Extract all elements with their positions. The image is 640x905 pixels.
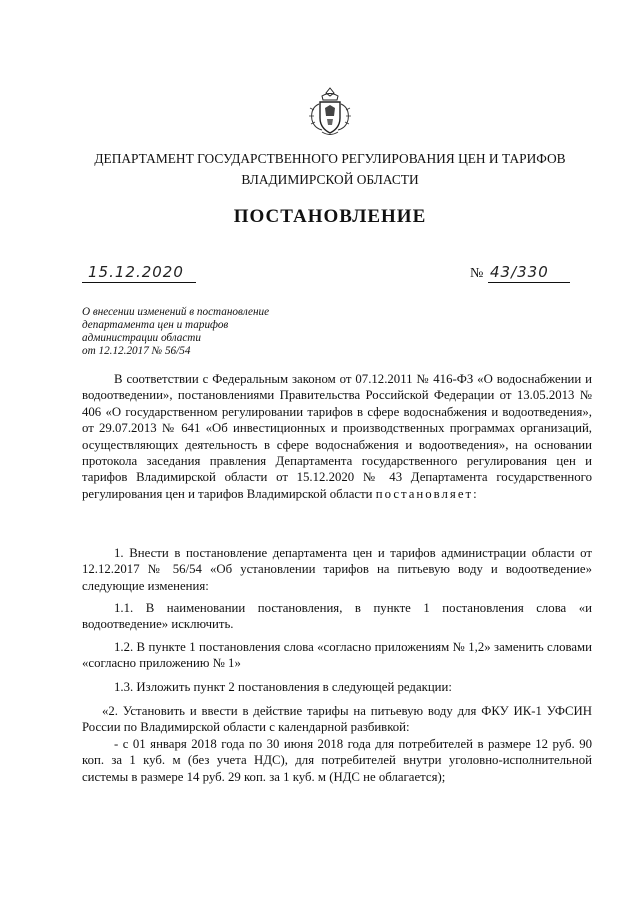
document-number-field bbox=[488, 262, 570, 283]
document-date: 15.12.2020 bbox=[88, 263, 184, 281]
item-1-text: 1. Внести в постановление департамента цен и тарифов администрации области от 12.12.2017 № 56/54 «Об установлении тарифов на питьевую воду и водоотведение» следующие изменения: bbox=[82, 546, 592, 593]
document-type-title: ПОСТАНОВЛЕНИЕ bbox=[233, 206, 427, 227]
document-number: 43/330 bbox=[490, 263, 549, 281]
department-name: ДЕПАРТАМЕНТ ГОСУДАРСТВЕННОГО РЕГУЛИРОВАНИЯ ЦЕН И ТАРИФОВ bbox=[94, 151, 566, 166]
resolves-word: постановляет: bbox=[375, 486, 479, 501]
subject-line: администрации области bbox=[82, 332, 201, 344]
item-1-3-text: 1.3. Изложить пункт 2 постановления в следующей редакции: bbox=[114, 680, 452, 694]
quoted-item-2-text: «2. Установить и ввести в действие тарифы на питьевую воду для ФКУ ИК-1 УФСИН России по Владимирской области с календарной разбивкой: bbox=[82, 704, 592, 735]
item-1-2-text: 1.2. В пункте 1 постановления слова «согласно приложениям № 1,2» заменить словами «согласно приложению № 1» bbox=[82, 640, 592, 671]
preamble-paragraph bbox=[82, 371, 592, 502]
item-1-1 bbox=[82, 600, 592, 633]
item-1 bbox=[82, 545, 592, 594]
item-1-3 bbox=[82, 679, 592, 695]
coat-of-arms-icon bbox=[306, 86, 354, 138]
document-subject bbox=[82, 306, 322, 358]
preamble-text: В соответствии с Федеральным законом от 07.12.2011 № 416-ФЗ «О водоснабжении и водоотведении», постановлениями Правительства Российской Федерации от 13.05.2013 № 406 «О государственном регулировании тарифов в сфере водоснабжения и водоотведения», от 29.07.2013 № 641 «Об инвестиционных и производственных программах организаций, осуществляющих деятельность в сфере водоснабжения и водоотведения», на основании протокола заседания правления Департамента государственного регулирования цен и тарифов Владимирской области от 15.12.2020 № 43 Департамента государственного регулирования цен и тарифов Владимирской области bbox=[82, 372, 592, 501]
subject-line: департамента цен и тарифов bbox=[82, 319, 229, 331]
department-region: ВЛАДИМИРСКОЙ ОБЛАСТИ bbox=[241, 172, 419, 187]
tariff-period-text: - с 01 января 2018 года по 30 июня 2018 года для потребителей в размере 12 руб. 90 коп. за 1 куб. м (без учета НДС), для потребителей внутри уголовно-исполнительной системы в размере 14 руб. 29 коп. за 1 куб. м (НДС не облагается); bbox=[82, 736, 592, 784]
document-date-field bbox=[82, 262, 196, 283]
subject-line: от 12.12.2017 № 56/54 bbox=[82, 345, 191, 357]
item-1-2 bbox=[82, 639, 592, 672]
quoted-item-2 bbox=[82, 703, 592, 785]
subject-line: О внесении изменений в постановление bbox=[82, 306, 270, 318]
item-1-1-text: 1.1. В наименовании постановления, в пункте 1 постановления слова «и водоотведение» исключить. bbox=[82, 601, 592, 632]
number-sign: № bbox=[470, 266, 484, 281]
